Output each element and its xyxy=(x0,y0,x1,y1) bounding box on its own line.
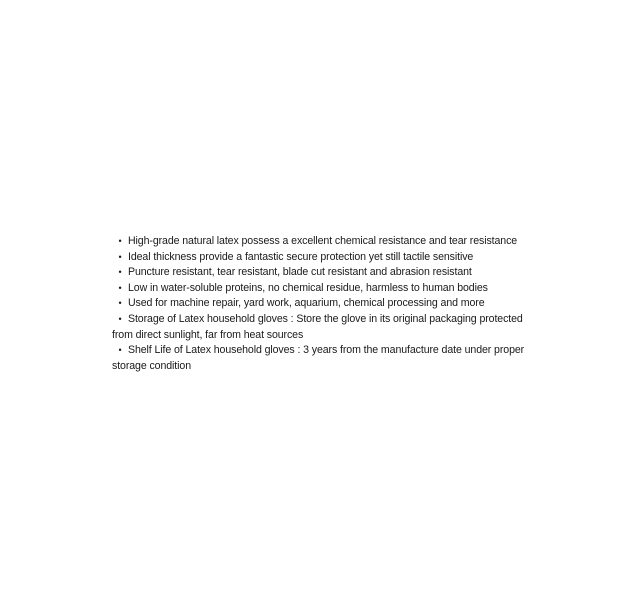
feature-text: Puncture resistant, tear resistant, blade cut resistant and abrasion resistant xyxy=(128,266,472,279)
feature-item xyxy=(112,234,536,250)
feature-item xyxy=(112,296,536,312)
feature-text: Ideal thickness provide a fantastic secure protection yet still tactile sensitive xyxy=(128,250,474,263)
bullet-icon: • xyxy=(118,236,122,246)
feature-item xyxy=(112,343,536,374)
bullet-icon: • xyxy=(118,282,122,293)
feature-item xyxy=(112,281,536,297)
feature-item xyxy=(112,265,536,281)
product-feature-list xyxy=(112,234,536,374)
bullet-icon: • xyxy=(118,298,122,309)
feature-text: High-grade natural latex possess a excellent chemical resistance and tear resistance xyxy=(128,235,518,247)
feature-text: Storage of Latex household gloves : Store the glove in its original packaging protected from direct sunlight, far from heat sources xyxy=(112,312,523,341)
bullet-icon: • xyxy=(118,267,122,278)
feature-text: Shelf Life of Latex household gloves : 3 years from the manufacture date under proper storage condition xyxy=(112,344,525,372)
feature-text: Used for machine repair, yard work, aquarium, chemical processing and more xyxy=(128,297,485,310)
feature-item xyxy=(112,250,536,266)
feature-item xyxy=(112,312,536,343)
feature-text: Low in water-soluble proteins, no chemical residue, harmless to human bodies xyxy=(128,281,488,294)
bullet-icon: • xyxy=(118,251,122,262)
bullet-icon: • xyxy=(118,345,122,356)
bullet-icon: • xyxy=(118,313,122,324)
